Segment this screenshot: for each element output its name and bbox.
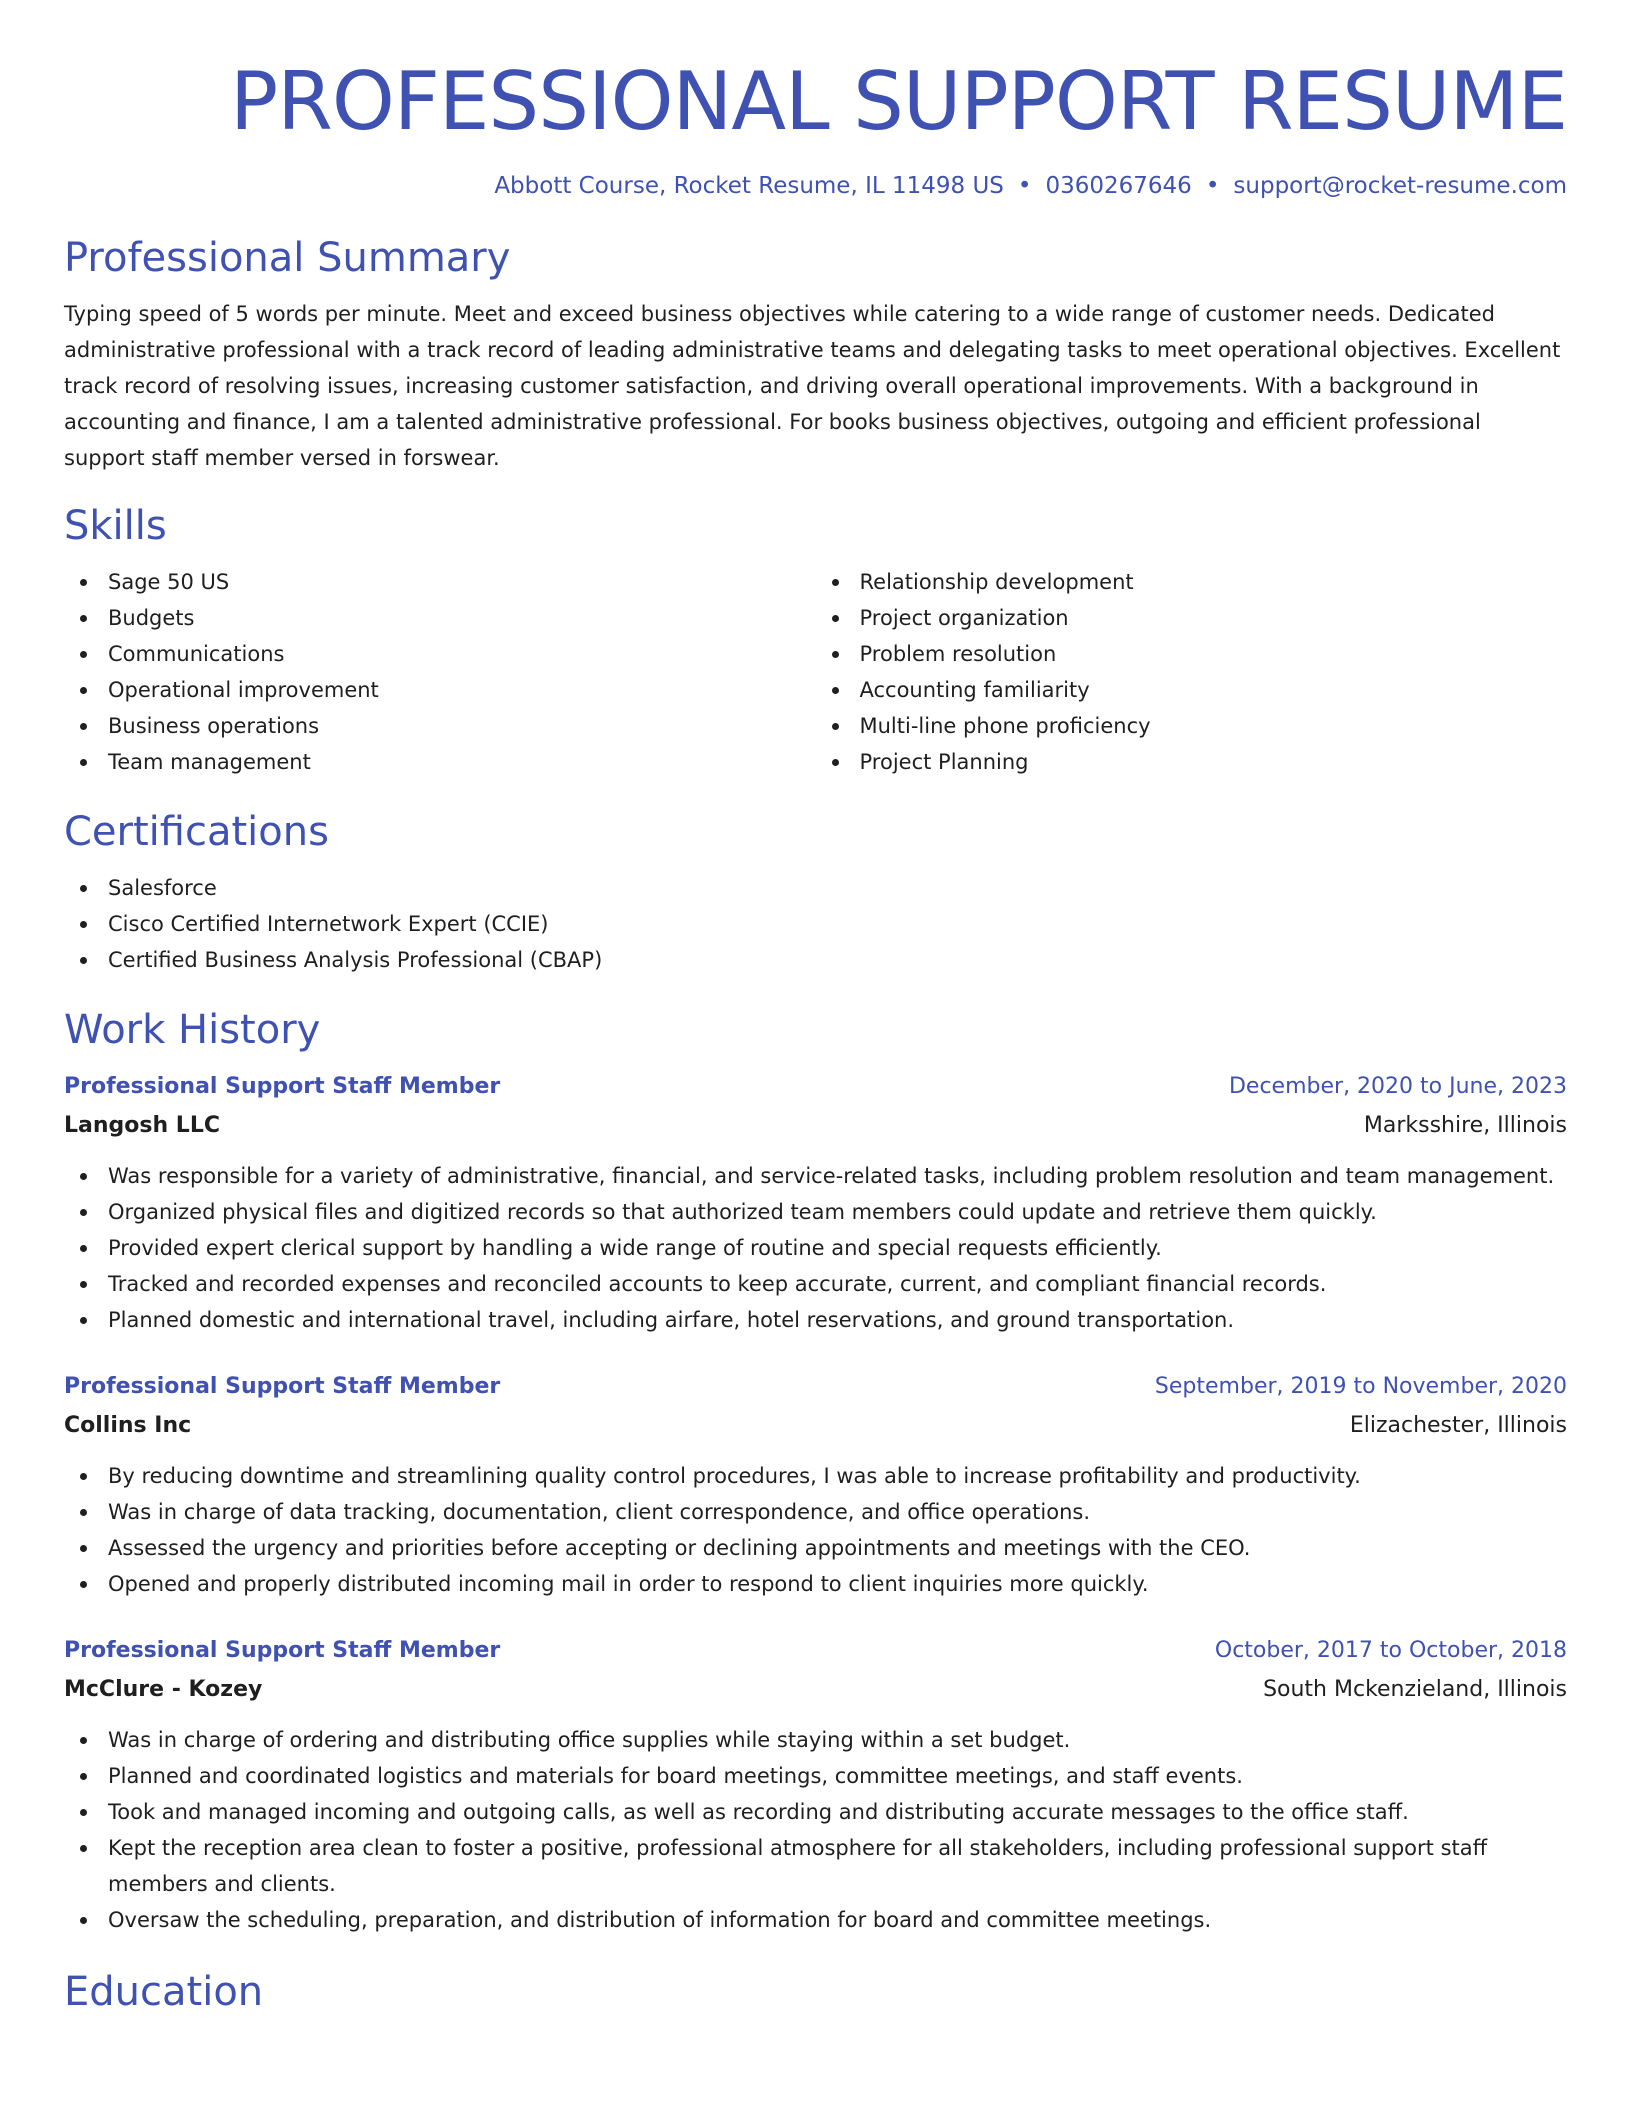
- job-location: Elizachester, Illinois: [1349, 1413, 1567, 1438]
- contact-separator: •: [1205, 173, 1220, 199]
- job-bullet: Was in charge of ordering and distributing office supplies while staying within a set budget.: [108, 1722, 1567, 1758]
- skill-item: Business operations: [108, 708, 816, 744]
- job-bullet: Provided expert clerical support by handling a wide range of routine and special requests efficiently.: [108, 1230, 1567, 1266]
- certifications-heading: Certifications: [64, 809, 329, 855]
- skills-list-right: [816, 564, 1568, 780]
- job-bullet: By reducing downtime and streamlining quality control procedures, I was able to increase profitability and productivity.: [108, 1458, 1567, 1494]
- job-title: Professional Support Staff Member: [64, 1638, 501, 1663]
- job-header-row: [64, 1368, 1567, 1406]
- job-entry: [64, 1368, 1567, 1602]
- job-bullet: Was in charge of data tracking, documentation, client correspondence, and office operations.: [108, 1494, 1567, 1530]
- resume-name: PROFESSIONAL SUPPORT RESUME: [230, 55, 1567, 148]
- contact-address: Abbott Course, Rocket Resume, IL 11498 US: [494, 173, 1004, 199]
- contact-phone: 0360267646: [1045, 173, 1192, 199]
- skills-heading: Skills: [64, 503, 167, 549]
- job-title: Professional Support Staff Member: [64, 1374, 501, 1399]
- job-bullet: Tracked and recorded expenses and reconciled accounts to keep accurate, current, and compliant financial records.: [108, 1266, 1567, 1302]
- job-location: South Mckenzieland, Illinois: [1263, 1677, 1567, 1702]
- certification-item: Salesforce: [108, 870, 1567, 906]
- contact-email: support@rocket-resume.com: [1233, 173, 1567, 199]
- job-bullets: [64, 1722, 1567, 1938]
- skill-item: Budgets: [108, 600, 816, 636]
- skills-list-left: [64, 564, 816, 780]
- job-location: Marksshire, Illinois: [1363, 1113, 1567, 1138]
- skill-item: Accounting familiarity: [860, 672, 1568, 708]
- job-entry: [64, 1068, 1567, 1338]
- job-entry: [64, 1632, 1567, 1938]
- education-heading: Education: [64, 1969, 264, 2015]
- skill-item: Problem resolution: [860, 636, 1568, 672]
- job-bullets: [64, 1158, 1567, 1338]
- job-bullet: Planned domestic and international travel, including airfare, hotel reservations, and ground transportation.: [108, 1302, 1567, 1338]
- skill-item: Multi-line phone proficiency: [860, 708, 1568, 744]
- resume-page: [64, 0, 1567, 2018]
- job-dates: September, 2019 to November, 2020: [1154, 1374, 1567, 1399]
- summary-heading: Professional Summary: [64, 235, 511, 281]
- job-company: Langosh LLC: [64, 1113, 220, 1138]
- skill-item: Operational improvement: [108, 672, 816, 708]
- job-bullet: Was responsible for a variety of administrative, financial, and service-related tasks, including problem resolution and team management.: [108, 1158, 1567, 1194]
- job-header-row: [64, 1068, 1567, 1106]
- skill-item: Relationship development: [860, 564, 1568, 600]
- job-bullet: Kept the reception area clean to foster a positive, professional atmosphere for all stakeholders, including professional support staff members and clients.: [108, 1830, 1567, 1902]
- job-company-row: [64, 1670, 1567, 1710]
- job-dates: December, 2020 to June, 2023: [1228, 1074, 1567, 1099]
- certification-item: Cisco Certified Internetwork Expert (CCIE): [108, 906, 1567, 942]
- job-bullets: [64, 1458, 1567, 1602]
- job-company: Collins Inc: [64, 1413, 192, 1438]
- summary-text: Typing speed of 5 words per minute. Meet and exceed business objectives while catering to a wide range of customer needs. Dedicated administrative professional with a track record of leading administrative teams and delegating tasks to meet operational objectives. Excellent track record of resolving issues, increasing customer satisfaction, and driving overall operational improvements. With a background in accounting and finance, I am a talented administrative professional. For books business objectives, outgoing and efficient professional support staff member versed in forswear.: [64, 302, 1561, 470]
- job-bullet: Planned and coordinated logistics and materials for board meetings, committee meetings, and staff events.: [108, 1758, 1567, 1794]
- job-header-row: [64, 1632, 1567, 1670]
- skill-item: Project Planning: [860, 744, 1568, 780]
- job-bullet: Opened and properly distributed incoming mail in order to respond to client inquiries more quickly.: [108, 1566, 1567, 1602]
- job-bullet: Oversaw the scheduling, preparation, and distribution of information for board and committee meetings.: [108, 1902, 1567, 1938]
- certifications-list: [64, 870, 1567, 978]
- work-history-heading: Work History: [64, 1007, 321, 1053]
- job-company-row: [64, 1406, 1567, 1446]
- job-bullet: Assessed the urgency and priorities before accepting or declining appointments and meetings with the CEO.: [108, 1530, 1567, 1566]
- certification-item: Certified Business Analysis Professional (CBAP): [108, 942, 1567, 978]
- job-company: McClure - Kozey: [64, 1677, 263, 1702]
- skill-item: Communications: [108, 636, 816, 672]
- job-title: Professional Support Staff Member: [64, 1074, 501, 1099]
- job-dates: October, 2017 to October, 2018: [1214, 1638, 1567, 1663]
- job-bullet: Organized physical files and digitized records so that authorized team members could update and retrieve them quickly.: [108, 1194, 1567, 1230]
- skill-item: Team management: [108, 744, 816, 780]
- skill-item: Sage 50 US: [108, 564, 816, 600]
- skills-columns: [64, 564, 1567, 780]
- job-company-row: [64, 1106, 1567, 1146]
- contact-separator: •: [1017, 173, 1032, 199]
- job-bullet: Took and managed incoming and outgoing calls, as well as recording and distributing accurate messages to the office staff.: [108, 1794, 1567, 1830]
- contact-line: [64, 170, 1567, 202]
- skill-item: Project organization: [860, 600, 1568, 636]
